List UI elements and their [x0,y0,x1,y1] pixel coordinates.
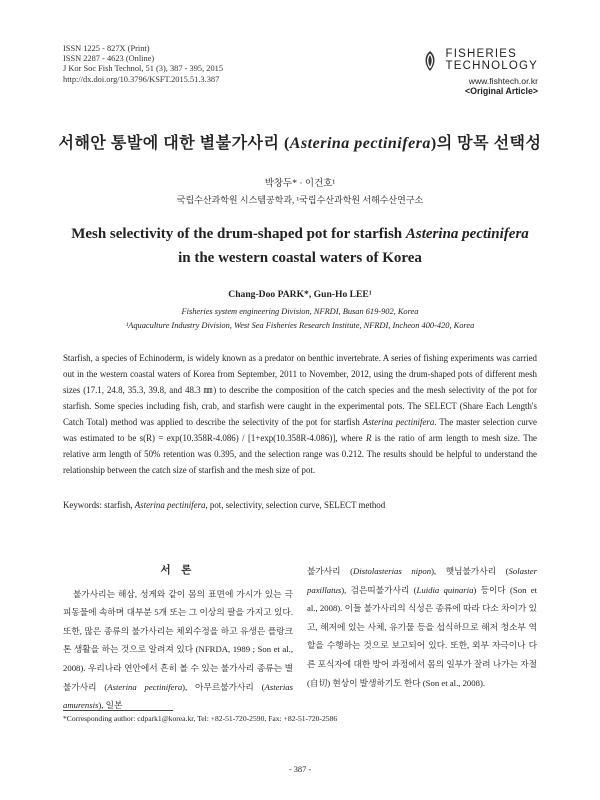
abstract: Starfish, a species of Echinoderm, is widely known as a predator on benthic invertebrate. A series of fishing experiments was carried out in the western coastal waters of Korea from September, 2011 to November, 2012, using the drum-shaped pots of different mesh sizes (17.1, 24.8, 35.3, 39.8, and 48.3 ㎜) to describe the composition of the catch species and the mesh selectivity of the pot for starfish. Some species including fish, crab, and starfish were caught in the experimental pots. The SELECT (Share Each Length's Catch Total) method was applied to describe the selectivity of the pot for starfish Asterina pectinifera. The master selection curve was estimated to be s(R) = exp(10.358R-4.086) / [1+exp(10.358R-4.086)], where R is the ratio of arm length to mesh size. The relative arm length of 50% retention was 0.395, and the selection range was 0.212. The results should be helpful to understand the relationship between the catch size of starfish and the mesh size of pot. [63,353,537,475]
journal-logo [420,48,538,96]
page-number: - 387 - [288,765,312,774]
journal-meta [63,44,223,85]
section-heading-intro: 서 론 [160,565,196,576]
title-english: Mesh selectivity of the drum-shaped pot for starfish Asterina pectinifera in the western coastal waters of Korea [71,226,529,266]
logo-line1: FISHERIES [445,48,517,60]
doi-link[interactable]: http://dx.doi.org/10.3796/KSFT.2015.51.3.387 [63,74,220,84]
affiliation-english: Fisheries system engineering Division, NFRDI, Busan 619-902, Korea ¹Aquaculture Industry Division, West Sea Fisheries Research Institute, NFRDI, Incheon 400-420, Korea [125,307,475,330]
article-type: <Original Article> [464,86,538,96]
logo-line2: TECHNOLOGY [445,60,538,72]
title-species: Asterina pectinifera [289,135,431,152]
title-korean: 서해안 통발에 대한 별불가사리 (Asterina pectinifera)의 망목 선택성 [58,135,542,152]
footnote-divider [63,710,173,711]
issn-online: ISSN 2287 - 4623 (Online) [63,54,155,64]
intro-right-column: 불가사리 (Distolasterias nipon), 햇님불가사리 (Solaster paxillatus), 검은띠불가사리 (Luidia quinaria) 등이다 (Son et al., 2008). 이들 불가사리의 식성은 종류에 따라 다소 차이가 있고, 해저에 있는 사체, 유기물 등을 섭식하므로 해저 청소부 역할을 수행하는 것으로 보고되어 있다. 또한, 외부 자극이나 다른 포식자에 대한 방어 과정에서 몸의 일부가 잘려 나가는 자절(自切) 현상이 발생하기도 한다 (Son et al., 2008). [307,566,537,688]
affiliation-korean: 국립수산과학원 시스템공학과, ¹국립수산과학원 서해수산연구소 [176,195,424,205]
authors-english: Chang-Doo PARK*, Gun-Ho LEE¹ [228,289,372,300]
footnote-corresponding-author: *Corresponding author: cdpark1@korea.kr, Tel: +82-51-720-2590, Fax: +82-51-720-2586 [63,714,338,723]
intro-paragraph: 불가사리는 해삼, 성게와 같이 몸의 표면에 가시가 있는 극피동물에 속하며 대부분 5개 또는 그 이상의 팔을 가지고 있다. 또한, 많은 종류의 불가사리는 체외수정을 하고 유생은 플랑크톤 생활을 하는 것으로 알려져 있다 (NFRDA, 1989 ; Son et al., 2008). 우리나라 연안에서 흔히 볼 수 있는 불가사리 종류는 별불가사리 (Asterina pectinifera), 아무르불가사리 (Asterias amurensis), 일본 [63,588,293,711]
citation: J Kor Soc Fish Technol, 51 (3), 387 - 395, 2015 [63,64,224,74]
fish-logo-icon [421,50,439,72]
journal-url[interactable]: www.fishtech.or.kr [468,76,538,86]
authors-korean: 박창두* · 이건호¹ [264,179,336,189]
keywords: Keywords: starfish, Asterina pectinifera, pot, selectivity, selection curve, SELECT method [63,500,386,510]
issn-print: ISSN 1225 - 827X (Print) [63,44,150,53]
intro-left-column [63,562,293,715]
